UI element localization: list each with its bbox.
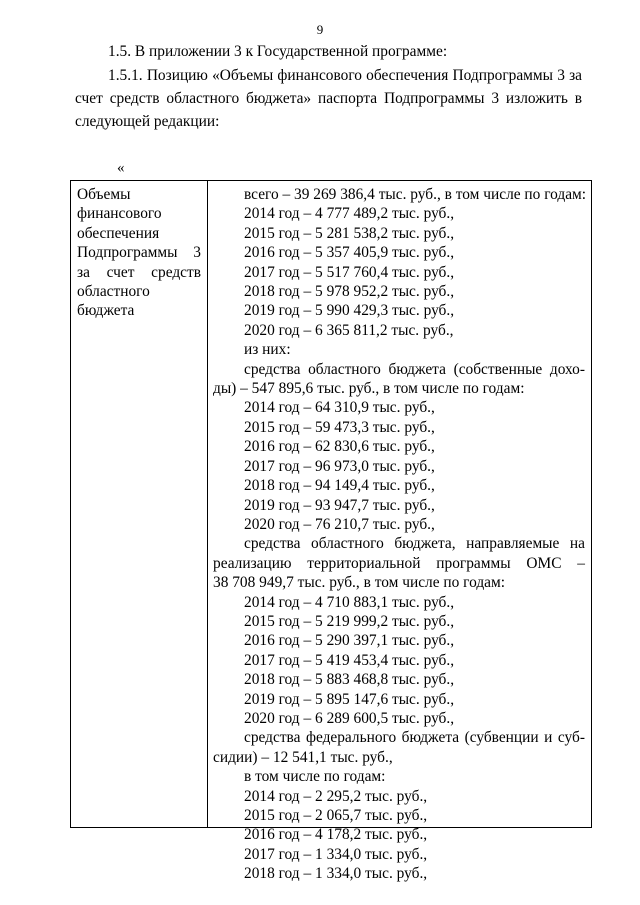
table-line: 2014 год – 4 710 883,1 тыс. руб.,: [244, 593, 455, 611]
table-line: из них:: [244, 341, 291, 359]
financing-table: [70, 180, 592, 883]
table-label-cell: Объемы финансового обеспечения Подпрограммы 3 за счет средств областного бюджета: [77, 186, 201, 320]
column-divider: [207, 181, 208, 827]
table-line: 2016 год – 5 357 405,9 тыс. руб.,: [244, 244, 455, 262]
table-line: 2017 год – 96 973,0 тыс. руб.,: [244, 457, 435, 475]
table-line: 2019 год – 93 947,7 тыс. руб.,: [244, 496, 435, 514]
body-paragraph: 1.5.1. Позицию «Объемы финансового обеспечения Подпрограммы 3 за счет средств областного бюджета» паспорта Подпрограммы 3 изложить в следующей редакции:: [75, 67, 582, 130]
table-line: 2020 год – 76 210,7 тыс. руб.,: [244, 515, 435, 533]
table-line: 2016 год – 62 830,6 тыс. руб.,: [244, 438, 435, 456]
table-line: 2015 год – 5 281 538,2 тыс. руб.,: [244, 224, 455, 242]
table-line: 2014 год – 4 777 489,2 тыс. руб.,: [244, 205, 455, 223]
page-number: 9: [316, 22, 324, 37]
section-heading: 1.5. В приложении 3 к Государственной программе:: [108, 43, 448, 60]
table-line: всего – 39 269 386,4 тыс. руб., в том числе по годам:: [244, 186, 587, 203]
table-line: 2018 год – 1 334,0 тыс. руб.,: [244, 865, 428, 883]
table-value-cell: [213, 185, 585, 884]
table-line: 2017 год – 5 517 760,4 тыс. руб.,: [244, 263, 455, 281]
opening-quote: «: [117, 160, 125, 176]
table-line: 2015 год – 2 065,7 тыс. руб.,: [244, 807, 428, 824]
table-line: реализацию территориальной программы ОМС –: [213, 554, 585, 572]
table-line: ды) – 547 895,6 тыс. руб., в том числе по годам:: [213, 380, 525, 398]
table-line: средства областного бюджета, направляемые на: [244, 535, 585, 553]
table-line: 2015 год – 59 473,3 тыс. руб.,: [244, 418, 435, 436]
table-line: 2015 год – 5 219 999,2 тыс. руб.,: [244, 612, 455, 630]
table-line: 2017 год – 1 334,0 тыс. руб.,: [244, 845, 428, 863]
table-line: в том числе по годам:: [244, 768, 386, 786]
table-line: 2014 год – 64 310,9 тыс. руб.,: [244, 399, 435, 417]
table-line: 2019 год – 5 895 147,6 тыс. руб.,: [244, 690, 455, 708]
table-line: средства областного бюджета (собственные дохо-: [244, 360, 585, 378]
table-line: 2014 год – 2 295,2 тыс. руб.,: [244, 787, 428, 805]
table-line: 2018 год – 5 883 468,8 тыс. руб.,: [244, 671, 455, 689]
table-line: 2018 год – 5 978 952,2 тыс. руб.,: [244, 283, 455, 301]
table-line: 2018 год – 94 149,4 тыс. руб.,: [244, 477, 435, 495]
table-line: 2016 год – 4 178,2 тыс. руб.,: [244, 826, 428, 844]
table-line: 38 708 949,7 тыс. руб., в том числе по годам:: [213, 574, 506, 592]
table-line: 2019 год – 5 990 429,3 тыс. руб.,: [244, 302, 455, 320]
table-line: 2020 год – 6 289 600,5 тыс. руб.,: [244, 709, 455, 727]
table-line: средства федерального бюджета (субвенции и суб-: [244, 729, 585, 747]
table-line: 2016 год – 5 290 397,1 тыс. руб.,: [244, 632, 455, 650]
table-line: 2017 год – 5 419 453,4 тыс. руб.,: [244, 651, 455, 669]
table-line: сидии) – 12 541,1 тыс. руб.,: [213, 748, 393, 766]
table-line: 2020 год – 6 365 811,2 тыс. руб.,: [244, 321, 454, 339]
